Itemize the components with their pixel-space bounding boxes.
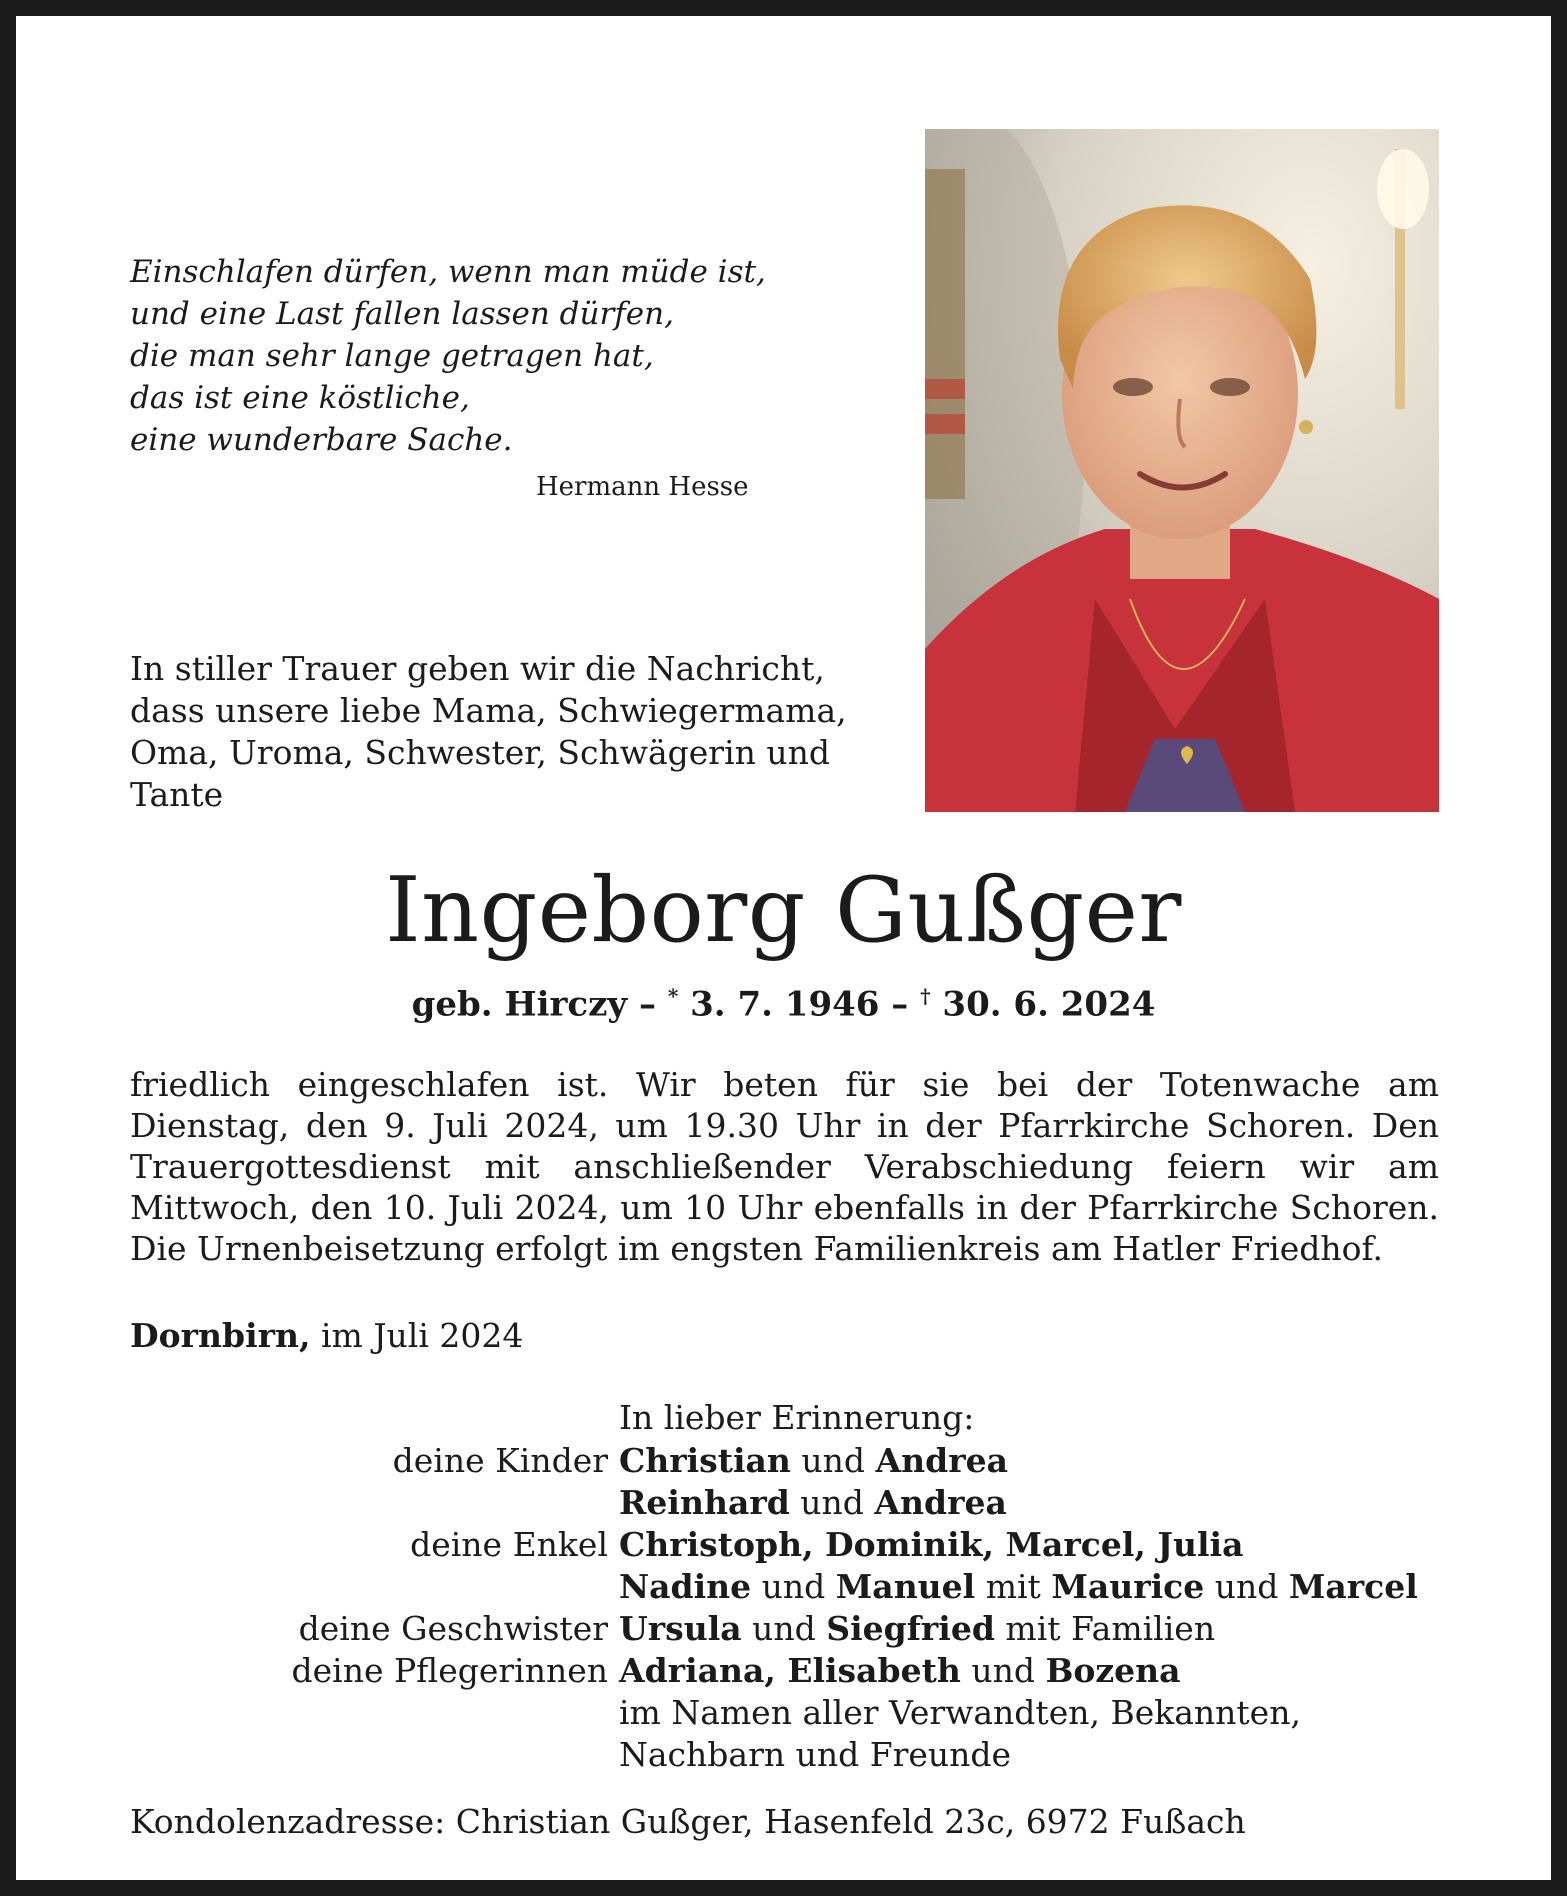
survivor-row <box>16 1566 1551 1608</box>
body-line: friedlich eingeschlafen ist. Wir beten für sie bei der Totenwache am <box>130 1065 1439 1104</box>
quote-line: das ist eine köstliche, <box>130 380 470 416</box>
connector-text: und <box>751 1567 836 1606</box>
relation-label: deine Geschwister <box>298 1609 608 1648</box>
body-line: Mittwoch, den 10. Juli 2024, um 10 Uhr ebenfalls in der Pfarrkirche Schoren. <box>130 1188 1439 1227</box>
connector-text: und <box>790 1441 876 1480</box>
died-symbol: † <box>920 984 931 1008</box>
deceased-name: Ingeborg Gußger <box>385 858 1182 963</box>
survivor-row <box>16 1692 1551 1734</box>
memory-heading: In lieber Erinnerung: <box>619 1398 975 1437</box>
survivor-names <box>619 1692 1301 1734</box>
condolence-address: Kondolenzadresse: Christian Gußger, Hasenfeld 23c, 6972 Fußach <box>130 1802 1246 1841</box>
survivor-names <box>619 1650 1180 1692</box>
intro-line: Oma, Uroma, Schwester, Schwägerin und <box>130 733 830 772</box>
quote-line: und eine Last fallen lassen dürfen, <box>130 296 674 332</box>
relation-label: deine Pflegerinnen <box>291 1651 608 1690</box>
survivor-name: Siegfried <box>826 1609 995 1648</box>
connector-text: und <box>789 1483 875 1522</box>
quote-author: Hermann Hesse <box>536 472 749 502</box>
survivor-row <box>16 1524 1551 1566</box>
service-details <box>130 1064 1439 1269</box>
place-date <box>130 1316 523 1355</box>
connector-text: und <box>1204 1567 1289 1606</box>
born-symbol: * <box>667 984 679 1008</box>
survivor-name: Manuel <box>835 1567 976 1606</box>
survivor-row <box>16 1650 1551 1692</box>
portrait-photo <box>925 129 1439 812</box>
survivor-name: Reinhard <box>619 1483 790 1522</box>
quote-line: eine wunderbare Sache. <box>130 422 513 458</box>
relation-label: deine Enkel <box>410 1525 608 1564</box>
connector-text: Nachbarn und Freunde <box>619 1735 1012 1774</box>
quote-line: die man sehr lange getragen hat, <box>130 338 654 374</box>
connector-text: mit Familien <box>994 1609 1216 1648</box>
survivor-name: Christoph, Dominik, Marcel, Julia <box>619 1525 1244 1564</box>
survivor-row <box>16 1734 1551 1776</box>
intro-text <box>130 648 890 816</box>
quote-line: Einschlafen dürfen, wenn man müde ist, <box>130 254 766 290</box>
survivor-name: Andrea <box>875 1441 1008 1480</box>
survivor-name: Adriana, Elisabeth <box>619 1651 961 1690</box>
life-dates <box>16 984 1551 1024</box>
born-date: 3. 7. 1946 – <box>678 984 921 1025</box>
survivor-row <box>16 1440 1551 1482</box>
intro-line: dass unsere liebe Mama, Schwiegermama, <box>130 691 847 730</box>
quote-block <box>130 251 890 461</box>
survivor-names <box>619 1734 1011 1776</box>
survivor-names <box>619 1440 1008 1482</box>
connector-text: mit <box>975 1567 1052 1606</box>
intro-line: In stiller Trauer geben wir die Nachricht, <box>130 649 825 688</box>
survivor-names <box>619 1608 1215 1650</box>
survivor-names <box>619 1482 1007 1524</box>
body-line: Dienstag, den 9. Juli 2024, um 19.30 Uhr in der Pfarrkirche Schoren. Den <box>130 1106 1439 1145</box>
obituary-page <box>16 16 1551 1880</box>
connector-text: und <box>960 1651 1046 1690</box>
survivor-names <box>619 1524 1243 1566</box>
died-date: 30. 6. 2024 <box>930 984 1156 1025</box>
survivor-name: Ursula <box>619 1609 742 1648</box>
survivor-name: Maurice <box>1051 1567 1205 1606</box>
survivor-name: Andrea <box>874 1483 1007 1522</box>
survivor-name: Christian <box>619 1441 791 1480</box>
connector-text: und <box>741 1609 827 1648</box>
portrait-illustration <box>925 129 1439 812</box>
connector-text: im Namen aller Verwandten, Bekannten, <box>619 1693 1301 1732</box>
survivors-list <box>16 1440 1551 1776</box>
intro-line: Tante <box>130 775 224 814</box>
birth-name: geb. Hirczy – <box>411 984 668 1025</box>
relation-label: deine Kinder <box>392 1441 608 1480</box>
place-city: Dornbirn, <box>130 1316 311 1355</box>
survivor-name: Marcel <box>1288 1567 1418 1606</box>
survivor-row <box>16 1608 1551 1650</box>
place-month: im Juli 2024 <box>310 1316 524 1355</box>
survivor-names <box>619 1566 1418 1608</box>
survivor-name: Bozena <box>1045 1651 1181 1690</box>
body-line: Trauergottesdienst mit anschließender Verabschiedung feiern wir am <box>130 1147 1439 1186</box>
survivor-name: Nadine <box>619 1567 752 1606</box>
body-line: Die Urnenbeisetzung erfolgt im engsten Familienkreis am Hatler Friedhof. <box>130 1229 1384 1268</box>
survivor-row <box>16 1482 1551 1524</box>
